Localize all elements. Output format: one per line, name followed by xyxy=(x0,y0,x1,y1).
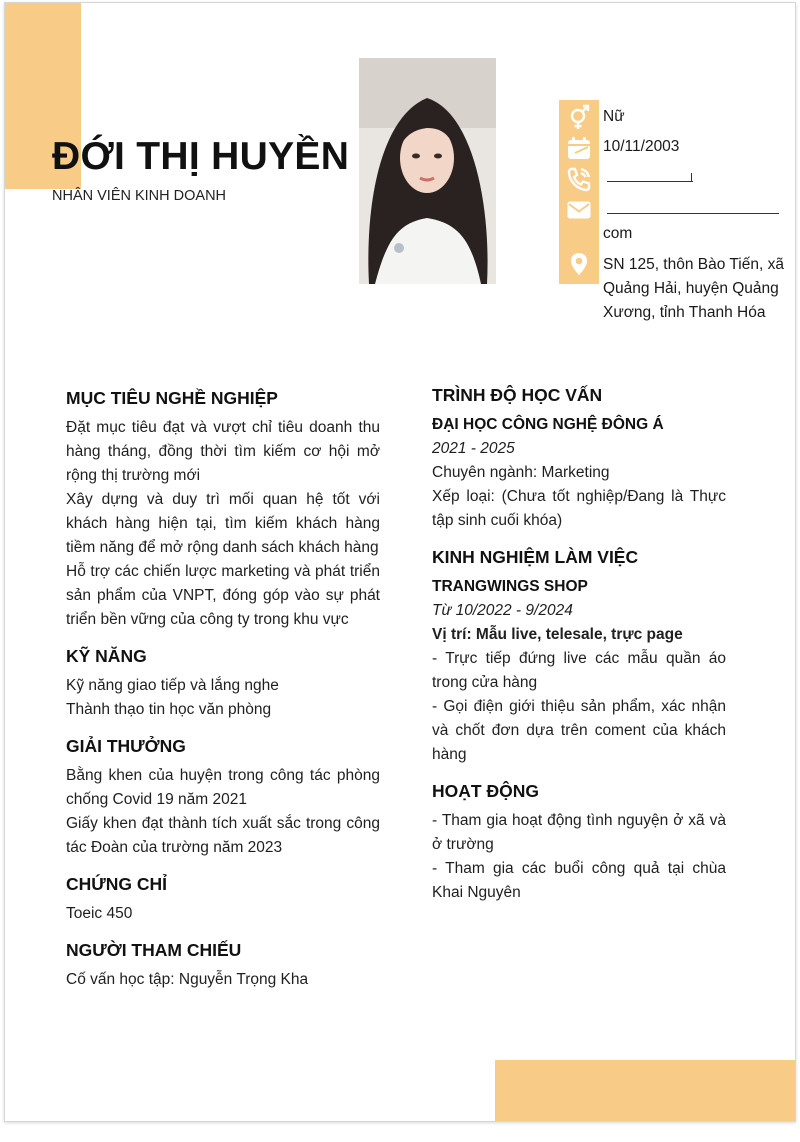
accent-block-bottom-right xyxy=(495,1060,796,1122)
experience-period: Từ 10/2022 - 9/2024 xyxy=(432,602,573,619)
education-period: 2021 - 2025 xyxy=(432,440,515,457)
reference-item: Cố vấn học tập: Nguyễn Trọng Kha xyxy=(66,971,309,988)
section-activities xyxy=(432,779,726,905)
section-title: GIẢI THƯỞNG xyxy=(66,736,186,756)
section-title: MỤC TIÊU NGHỀ NGHIỆP xyxy=(66,388,278,408)
education-grade: Xếp loại: (Chưa tốt nghiệp/Đang là Thực tập sinh cuối khóa) xyxy=(432,488,726,529)
experience-item: - Trực tiếp đứng live các mẫu quần áo trong cửa hàng xyxy=(432,650,726,691)
section-references xyxy=(66,938,380,992)
award-item: Giấy khen đạt thành tích xuất sắc trong công tác Đoàn của trường năm 2023 xyxy=(66,815,380,856)
skill-item: Kỹ năng giao tiếp và lắng nghe xyxy=(66,677,279,694)
address-line: Quảng Hải, huyện Quảng xyxy=(603,280,779,297)
section-title: NGƯỜI THAM CHIẾU xyxy=(66,940,242,960)
phone-icon xyxy=(565,165,593,193)
job-title: NHÂN VIÊN KINH DOANH xyxy=(52,188,227,204)
email-icon xyxy=(565,196,593,224)
activity-item: - Tham gia các buổi công quả tại chùa Khai Nguyên xyxy=(432,860,726,901)
education-major: Chuyên ngành: Marketing xyxy=(432,464,610,481)
address-line: Xương, tỉnh Thanh Hóa xyxy=(603,304,766,321)
section-awards xyxy=(66,734,380,860)
email-redaction xyxy=(607,213,779,214)
calendar-icon xyxy=(565,134,593,162)
experience-position: Vị trí: Mẫu live, telesale, trực page xyxy=(432,626,683,643)
phone-redaction xyxy=(607,181,693,182)
section-education xyxy=(432,383,726,533)
contact-email-tail: com xyxy=(603,225,633,242)
section-title: KINH NGHIỆM LÀM VIỆC xyxy=(432,547,639,567)
company-name: TRANGWINGS SHOP xyxy=(432,578,588,595)
left-column xyxy=(66,386,380,1004)
phone-redaction-mark xyxy=(691,173,692,182)
right-column xyxy=(432,383,726,917)
section-objective xyxy=(66,386,380,632)
contact-address xyxy=(603,253,791,325)
experience-item: - Gọi điện giới thiệu sản phẩm, xác nhận và chốt đơn dựa trên coment của khách hàng xyxy=(432,698,726,763)
gender-icon xyxy=(565,103,593,131)
contact-icon-bar xyxy=(559,100,599,284)
profile-photo xyxy=(359,58,496,284)
resume-page xyxy=(4,2,796,1122)
objective-paragraph: Đặt mục tiêu đạt và vượt chỉ tiêu doanh thu hàng tháng, đồng thời tìm kiếm cơ hội mở rộng thị trường mới xyxy=(66,419,380,484)
section-title: CHỨNG CHỈ xyxy=(66,874,168,894)
section-title: TRÌNH ĐỘ HỌC VẤN xyxy=(432,385,603,405)
section-skills xyxy=(66,644,380,722)
objective-paragraph: Xây dựng và duy trì mối quan hệ tốt với khách hàng hiện tại, tìm kiếm khách hàng tiềm năng để mở rộng danh sách khách hàng xyxy=(66,491,380,556)
objective-paragraph: Hỗ trợ các chiến lược marketing và phát triển sản phẩm của VNPT, đóng góp vào sự phát triển bền vững của công ty trong khu vực xyxy=(66,563,380,628)
address-line: SN 125, thôn Bào Tiến, xã xyxy=(603,256,784,273)
award-item: Bằng khen của huyện trong công tác phòng chống Covid 19 năm 2021 xyxy=(66,767,380,808)
school-name: ĐẠI HỌC CÔNG NGHỆ ĐÔNG Á xyxy=(432,416,664,433)
certificate-item: Toeic 450 xyxy=(66,905,133,922)
candidate-name: ĐỚI THỊ HUYỀN xyxy=(52,135,350,178)
section-title: HOẠT ĐỘNG xyxy=(432,781,539,801)
section-title: KỸ NĂNG xyxy=(66,646,147,666)
section-experience xyxy=(432,545,726,767)
contact-birthday: 10/11/2003 xyxy=(603,138,680,155)
contact-gender: Nữ xyxy=(603,108,625,125)
activity-item: - Tham gia hoạt động tình nguyện ở xã và ở trường xyxy=(432,812,726,853)
location-icon xyxy=(565,250,593,278)
section-certificates xyxy=(66,872,380,926)
skill-item: Thành thạo tin học văn phòng xyxy=(66,701,272,718)
